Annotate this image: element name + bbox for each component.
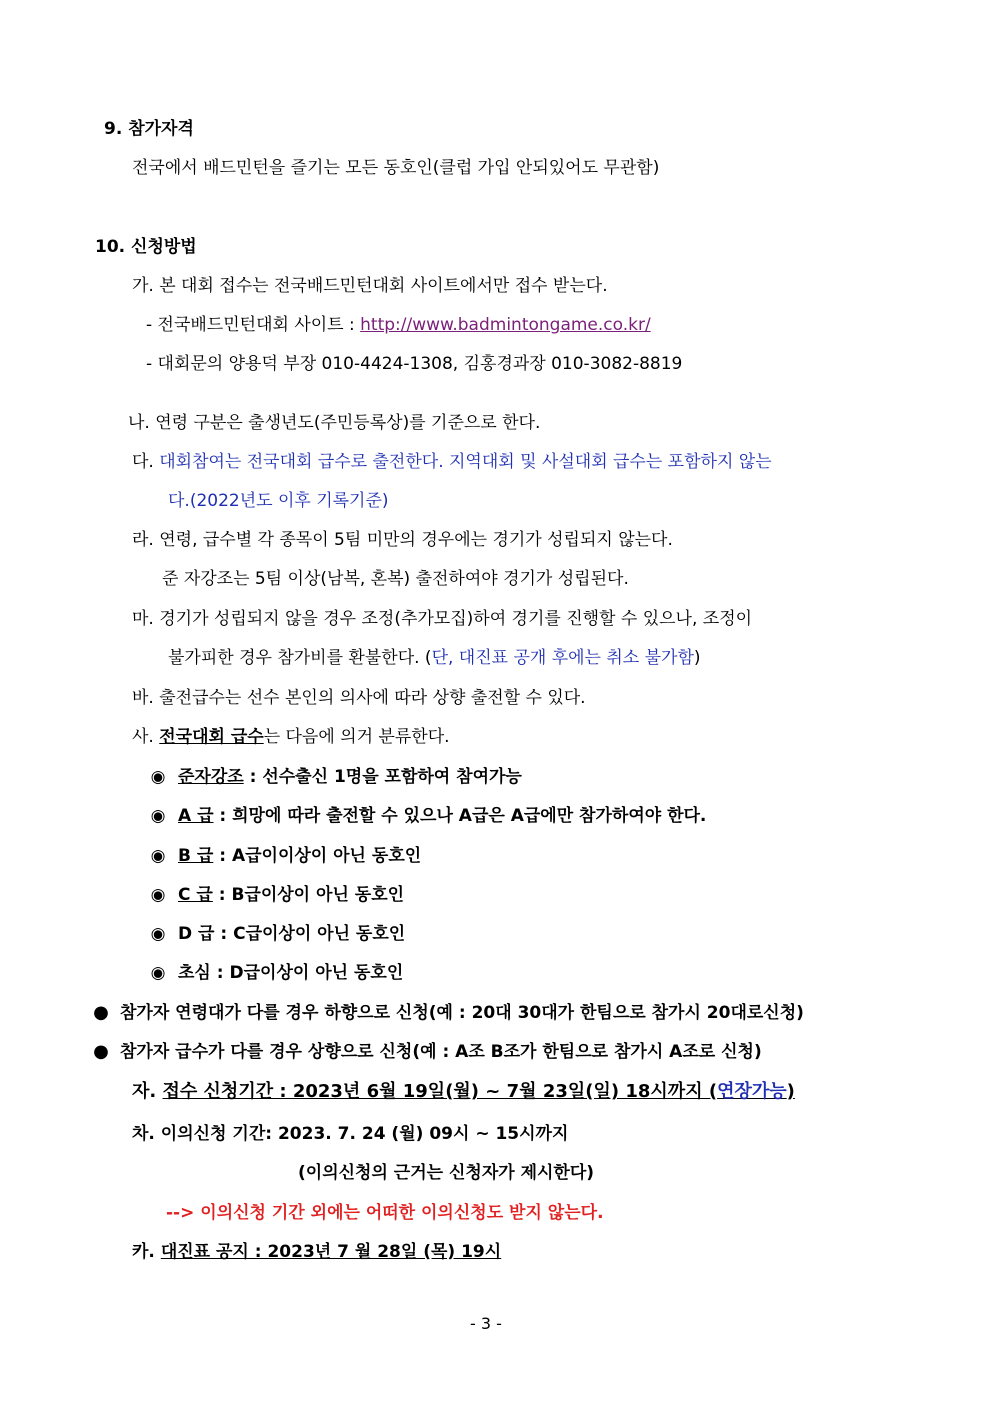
grade-item [148,805,706,827]
section-9-text: 전국에서 배드민턴을 즐기는 모든 동호인(클럽 가입 안되있어도 무관함) [132,158,660,178]
note-grade-text: 참가자 급수가 다를 경우 상향으로 신청(예 : A조 B조가 한팀으로 참가시 A조로 신청) [120,1042,762,1062]
contact-line: - 대회문의 양용덕 부장 010-4424-1308, 김홍경과장 010-3082-8819 [146,354,683,374]
item-ma-close: ) [693,648,701,668]
note-grade [92,1041,762,1063]
item-da-line1 [132,451,772,473]
item-ra-line1: 라. 연령, 급수별 각 종목이 5팀 미만의 경우에는 경기가 성립되지 않는다. [132,530,673,550]
grade-desc: : A급이이상이 아닌 동호인 [213,846,422,866]
grade-name: 준자강조 [178,767,244,787]
grade-item [148,845,421,867]
grade-item [148,962,403,984]
target-bullet-icon: ◉ [150,806,166,826]
page-number: - 3 - [470,1314,502,1333]
grade-name: B 급 [178,846,214,866]
item-cha-line1: 차. 이의신청 기간: 2023. 7. 24 (월) 09시 ~ 15시까지 [132,1124,569,1144]
item-ka [132,1241,501,1263]
grade-desc: : 선수출신 1명을 포함하여 참여가능 [243,767,522,787]
site-line [146,314,651,336]
grade-desc: : B급이상이 아닌 동호인 [212,885,405,905]
grade-item [148,884,404,906]
item-cha-line2: (이의신청의 근거는 신청자가 제시한다) [298,1163,595,1183]
item-sa-prefix: 사. [132,727,160,747]
item-ma-text: 불가피한 경우 참가비를 환불한다. ( [168,648,432,668]
item-ja-close: ) [786,1081,795,1102]
section-10-heading: 10. 신청방법 [95,237,197,257]
filled-circle-icon: ● [93,1002,109,1023]
grade-desc: : D급이상이 아닌 동호인 [210,963,404,983]
item-ma-blue: 단, 대진표 공개 후에는 취소 불가함 [431,648,694,668]
grade-name: A 급 [178,806,214,826]
item-ka-prefix: 카. [132,1242,161,1262]
grade-name: D 급 [178,924,215,944]
item-ja-underlined [163,1081,795,1102]
grade-item [148,766,522,788]
target-bullet-icon: ◉ [150,963,166,983]
item-sa [132,726,450,748]
item-sa-key: 전국대회 급수 [159,727,264,747]
item-ga: 가. 본 대회 접수는 전국배드민턴대회 사이트에서만 접수 받는다. [132,276,608,296]
grade-desc: : C급이상이 아닌 동호인 [214,924,406,944]
item-ba: 바. 출전급수는 선수 본인의 의사에 따라 상향 출전할 수 있다. [132,688,586,708]
item-ja-blue: 연장가능 [717,1081,787,1102]
grade-item [148,923,405,945]
grade-desc: : 희망에 따라 출전할 수 있으나 A급은 A급에만 참가하여야 한다. [213,806,707,826]
item-sa-rest: 는 다음에 의거 분류한다. [263,727,450,747]
item-da-prefix: 다. [132,452,160,472]
target-bullet-icon: ◉ [150,885,166,905]
item-da-line2: 다.(2022년도 이후 기록기준) [168,491,389,511]
filled-circle-icon: ● [93,1041,109,1062]
item-ma-line1: 마. 경기가 성립되지 않을 경우 조정(추가모집)하여 경기를 진행할 수 있으나, 조정이 [132,609,753,629]
note-age [92,1002,804,1024]
item-ra-line2: 준 자강조는 5팀 이상(남복, 혼복) 출전하여야 경기가 성립된다. [162,569,629,589]
note-age-text: 참가자 연령대가 다를 경우 하향으로 신청(예 : 20대 30대가 한팀으로 참가시 20대로신청) [120,1003,804,1023]
section-9-heading: 9. 참가자격 [104,119,194,139]
site-link[interactable]: http://www.badmintongame.co.kr/ [360,315,651,335]
target-bullet-icon: ◉ [150,767,166,787]
target-bullet-icon: ◉ [150,924,166,944]
target-bullet-icon: ◉ [150,846,166,866]
grade-name: 초심 [178,963,211,983]
grade-name: C 급 [178,885,213,905]
item-na: 나. 연령 구분은 출생년도(주민등록상)를 기준으로 한다. [128,413,541,433]
item-ja-main: 접수 신청기간 : 2023년 6월 19일(월) ~ 7월 23일(일) 18시까지 ( [162,1081,718,1102]
item-ja [132,1081,795,1103]
item-ka-main: 대진표 공지 : 2023년 7 월 28일 (목) 19시 [160,1242,502,1262]
item-ma-line2 [168,647,701,669]
item-cha-line3: --> 이의신청 기간 외에는 어떠한 이의신청도 받지 않는다. [166,1203,604,1223]
item-da-text: 대회참여는 전국대회 급수로 출전한다. 지역대회 및 사설대회 급수는 포함하지 않는 [159,452,772,472]
site-label: - 전국배드민턴대회 사이트 : [146,315,361,335]
item-ja-prefix: 자. [132,1081,163,1102]
